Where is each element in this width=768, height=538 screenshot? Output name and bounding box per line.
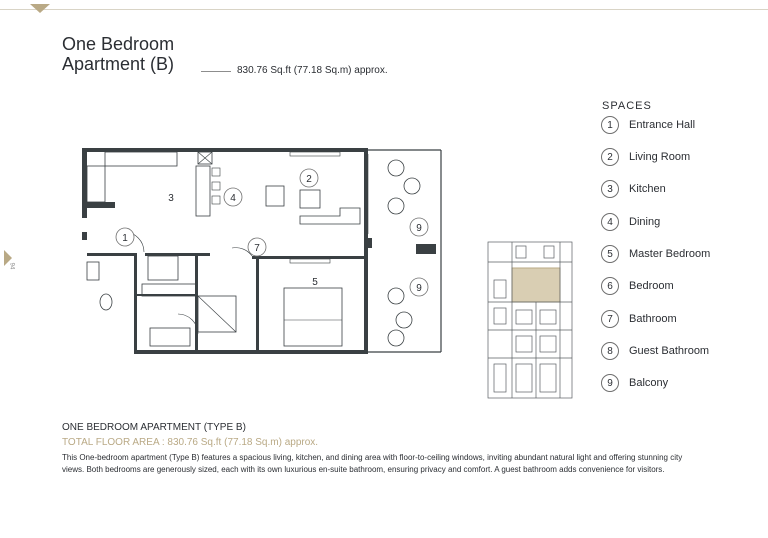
area-rule [201,71,231,72]
floor-plan [78,144,448,356]
legend-item-guest-bathroom [601,341,709,361]
total-floor-area: TOTAL FLOOR AREA : 830.76 Sq.ft (77.18 Sq.m) approx. [62,437,319,448]
page-number: 94 [8,262,15,270]
legend-item-kitchen [601,179,666,199]
legend-item-dining [601,212,660,232]
legend-label: Kitchen [629,183,666,195]
legend-number: 4 [601,213,619,231]
legend-title: SPACES [602,100,652,112]
legend-item-bedroom [601,276,674,296]
legend-number: 3 [601,180,619,198]
legend-number: 6 [601,277,619,295]
legend-label: Guest Bathroom [629,345,710,357]
legend-number: 7 [601,310,619,328]
top-rule [0,9,768,10]
legend-label: Master Bedroom [629,248,711,260]
legend-label: Dining [629,216,661,228]
plan-label-9a: 9 [416,223,422,234]
legend-label: Bathroom [629,313,677,325]
title-line-1: One Bedroom [62,34,175,54]
plan-label-7: 7 [254,243,260,254]
legend-number: 9 [601,374,619,392]
title-line-2: Apartment (B) [62,54,175,74]
legend-item-master-bedroom [601,244,710,264]
plan-label-4: 4 [230,193,236,204]
plan-label-3: 3 [168,193,174,204]
top-marker-icon [30,4,50,13]
legend-item-entrance-hall [601,115,695,135]
key-plan [486,240,574,400]
plan-label-1: 1 [122,233,128,244]
legend-label: Living Room [629,151,691,163]
legend-number: 1 [601,116,619,134]
legend-number: 2 [601,148,619,166]
apartment-description: This One-bedroom apartment (Type B) features a spacious living, kitchen, and dining area with floor-to-ceiling windows, inviting abundant natural light and offering stunning city views. Both bedrooms are generously sized, each with its own luxurious en-suite bathroom, ensuring privacy and comfort. A guest bathroom adds convenience for visitors. [62,453,683,474]
plan-label-9b: 9 [416,283,422,294]
legend-item-balcony [601,373,668,393]
legend-number: 5 [601,245,619,263]
legend-number: 8 [601,342,619,360]
legend-item-living-room [601,147,690,167]
legend-label: Bedroom [629,280,674,292]
area-text: 830.76 Sq.ft (77.18 Sq.m) approx. [237,65,388,76]
plan-label-2: 2 [306,174,312,185]
apartment-subtitle: ONE BEDROOM APARTMENT (TYPE B) [62,422,246,433]
plan-label-5: 5 [312,277,318,288]
legend-item-bathroom [601,309,677,329]
legend-label: Balcony [629,377,669,389]
legend-label: Entrance Hall [629,119,696,131]
page-title [62,34,174,74]
